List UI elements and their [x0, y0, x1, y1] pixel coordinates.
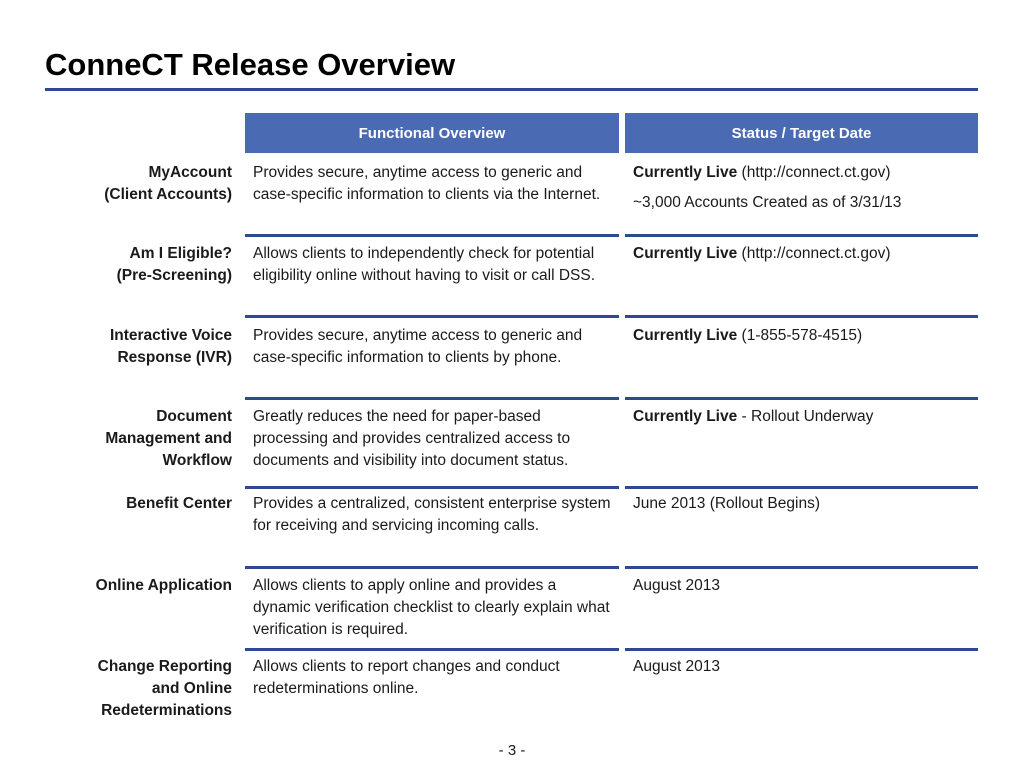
row-label [45, 243, 232, 287]
row-divider [625, 397, 978, 400]
row-label-line: Document [156, 408, 232, 425]
page-title: ConneCT Release Overview [45, 47, 456, 82]
row-label-line: Response (IVR) [117, 349, 232, 366]
row-label [45, 162, 232, 206]
row-description: Provides a centralized, consistent enterprise system for receiving and servicing incoming calls. [253, 495, 611, 534]
row-divider [245, 486, 619, 489]
row-divider [625, 234, 978, 237]
status-emphasis: Currently Live [633, 408, 738, 425]
row-label [45, 406, 232, 472]
status-text: (http://connect.ct.gov) [737, 164, 891, 181]
row-label-line: (Client Accounts) [104, 186, 232, 203]
row-label-line: Online Application [95, 577, 232, 594]
row-label-line: (Pre-Screening) [116, 267, 232, 284]
row-label-line: Benefit Center [126, 495, 232, 512]
row-label [45, 575, 232, 597]
row-divider [245, 566, 619, 569]
row-status [633, 162, 978, 214]
status-note: ~3,000 Accounts Created as of 3/31/13 [633, 194, 902, 211]
status-text: August 2013 [633, 658, 721, 675]
row-status [633, 656, 978, 678]
title-divider [45, 88, 978, 91]
header-status-target-date: Status / Target Date [625, 113, 978, 153]
row-label [45, 325, 232, 369]
status-text: June 2013 (Rollout Begins) [633, 495, 820, 512]
row-label-line: and Online [151, 680, 232, 697]
status-emphasis: Currently Live [633, 164, 738, 181]
row-divider [245, 315, 619, 318]
row-label-line: MyAccount [148, 164, 232, 181]
row-description: Greatly reduces the need for paper-based processing and provides centralized access to documents and visibility into document status. [253, 408, 571, 469]
status-text: (1-855-578-4515) [737, 327, 863, 344]
row-description: Allows clients to apply online and provides a dynamic verification checklist to clearly explain what verification is required. [253, 577, 610, 638]
status-text: - Rollout Underway [737, 408, 874, 425]
row-divider [625, 648, 978, 651]
row-status [633, 493, 978, 515]
row-description: Allows clients to report changes and conduct redeterminations online. [253, 658, 560, 697]
row-status [633, 575, 978, 597]
row-status [633, 325, 978, 347]
row-label [45, 656, 232, 722]
page-number: - 3 - [498, 742, 526, 759]
row-divider [625, 486, 978, 489]
row-description: Provides secure, anytime access to generic and case-specific information to clients via the Internet. [253, 164, 601, 203]
row-label-line: Interactive Voice [109, 327, 232, 344]
row-description: Provides secure, anytime access to generic and case-specific information to clients by phone. [253, 327, 583, 366]
row-label-line: Workflow [162, 452, 232, 469]
status-emphasis: Currently Live [633, 327, 738, 344]
row-divider [625, 566, 978, 569]
status-emphasis: Currently Live [633, 245, 738, 262]
row-label-line: Redeterminations [101, 702, 232, 719]
row-status [633, 243, 978, 265]
row-description: Allows clients to independently check for potential eligibility online without having to visit or call DSS. [253, 245, 596, 284]
row-divider [245, 648, 619, 651]
row-divider [625, 315, 978, 318]
row-label-line: Change Reporting [97, 658, 232, 675]
row-status [633, 406, 978, 428]
row-divider [245, 397, 619, 400]
row-label-line: Am I Eligible? [129, 245, 232, 262]
row-label-line: Management and [105, 430, 232, 447]
row-divider [245, 234, 619, 237]
header-functional-overview: Functional Overview [245, 113, 619, 153]
status-text: August 2013 [633, 577, 721, 594]
row-label [45, 493, 232, 515]
status-text: (http://connect.ct.gov) [737, 245, 891, 262]
